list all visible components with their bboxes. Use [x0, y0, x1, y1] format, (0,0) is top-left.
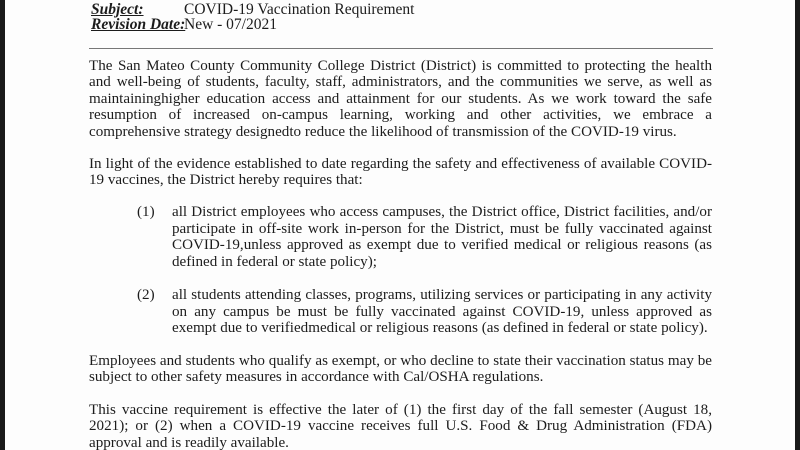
effective-date-paragraph: This vaccine requirement is effective the later of (1) the first day of the fall semester (August 18, 2021); or (2) when a COVID-19 vaccine receives full U.S. Food & Drug Administration (FDA) approval and is readily available. — [89, 402, 712, 450]
requirement-number: (1) — [137, 204, 155, 220]
requirement-text: all District employees who access campuses, the District office, District facilities, and/or participate in off-site work in-person for the District, must be fully vaccinated against COVID-19,unless approved as exempt due to verified medical or religious reasons (as defined in federal or state policy); — [172, 204, 712, 270]
subject-label: Subject: — [91, 1, 144, 18]
revision-date-label: Revision Date: — [91, 16, 186, 33]
revision-date-row — [91, 17, 277, 33]
header-divider — [89, 48, 713, 49]
exempt-note-paragraph: Employees and students who qualify as exempt, or who decline to state their vaccination status may be subject to other safety measures in accordance with Cal/OSHA regulations. — [89, 353, 712, 386]
requirement-number: (2) — [137, 287, 155, 303]
intro-paragraph: The San Mateo County Community College District (District) is committed to protecting the health and well-being of students, faculty, staff, administrators, and the communities we serve, as well as maintaininghigher education access and attainment for our students. As we work toward the safe resumption of increased on-campus learning, working and other activities, we embrace a comprehensive strategy designedto reduce the likelihood of transmission of the COVID-19 virus. — [89, 58, 712, 140]
revision-date-value: New - 07/2021 — [184, 16, 277, 33]
document-page — [5, 0, 795, 450]
requirement-lead-paragraph: In light of the evidence established to date regarding the safety and effectiveness of available COVID-19 vaccines, the District hereby requires that: — [89, 156, 712, 189]
subject-value: COVID-19 Vaccination Requirement — [184, 1, 415, 18]
requirement-text: all students attending classes, programs, utilizing services or participating in any activity on any campus be must be fully vaccinated against COVID-19, unless approved as exempt due to verifiedmedical or religious reasons (as defined in federal or state policy). — [172, 287, 712, 337]
